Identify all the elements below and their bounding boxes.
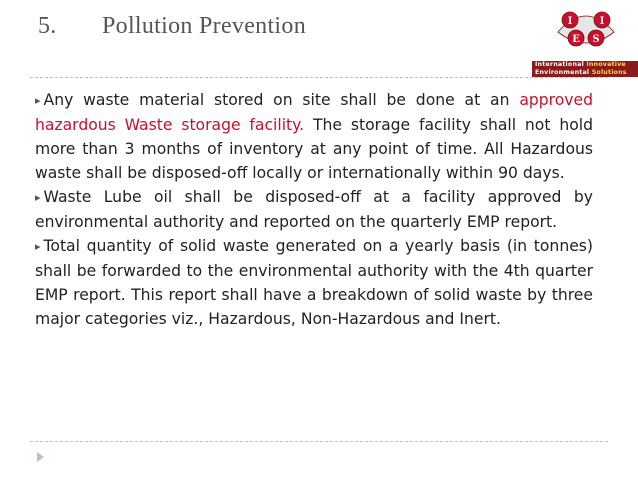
logo-caption-word-highlight: Solutions — [591, 69, 627, 76]
company-logo — [532, 2, 638, 80]
bullet-paragraph-1 — [35, 88, 593, 185]
bullet-arrow-icon: ▸ — [35, 94, 41, 107]
slide-title — [38, 13, 306, 40]
highlighted-text: approved hazardous Waste storage facility. — [35, 91, 593, 134]
title-divider — [30, 77, 608, 78]
logo-letter-4: S — [592, 34, 600, 45]
slide-body — [35, 88, 593, 331]
slide-title-text: Pollution Prevention — [102, 13, 306, 39]
logo-emblem-icon — [540, 2, 632, 62]
logo-caption-word: Environmental — [535, 69, 592, 76]
logo-letter-1: I — [567, 16, 573, 27]
logo-caption — [532, 61, 638, 77]
paragraph-text: Total quantity of solid waste generated on a yearly basis (in tonnes) shall be forwarded to the environmental authority with the 4th quarter EMP report. This report shall have a breakdown of solid waste by three major categories viz., Hazardous, Non-Hazardous and Inert. — [35, 237, 593, 328]
bullet-arrow-icon: ▸ — [35, 191, 41, 204]
bullet-paragraph-2 — [35, 185, 593, 234]
paragraph-text: Any waste material stored on site shall be done at an — [43, 91, 520, 109]
slide-number: 5. — [38, 13, 57, 39]
slide-nav-arrow-icon — [37, 452, 44, 462]
bullet-paragraph-3 — [35, 234, 593, 331]
paragraph-text: Waste Lube oil shall be disposed-off at a facility approved by environmental authority and reported on the quarterly EMP report. — [35, 188, 593, 231]
paragraph-text: The storage facility shall not hold more than 3 months of inventory at any point of time. All Hazardous waste shall be disposed-off locally or internationally within 90 days. — [35, 116, 593, 182]
logo-caption-word-highlight: Innovative — [586, 61, 626, 68]
logo-caption-word: International — [535, 61, 587, 68]
bullet-arrow-icon: ▸ — [35, 240, 41, 253]
logo-letter-2: I — [599, 16, 605, 27]
logo-letter-3: E — [572, 34, 580, 45]
footer-divider — [30, 441, 608, 442]
